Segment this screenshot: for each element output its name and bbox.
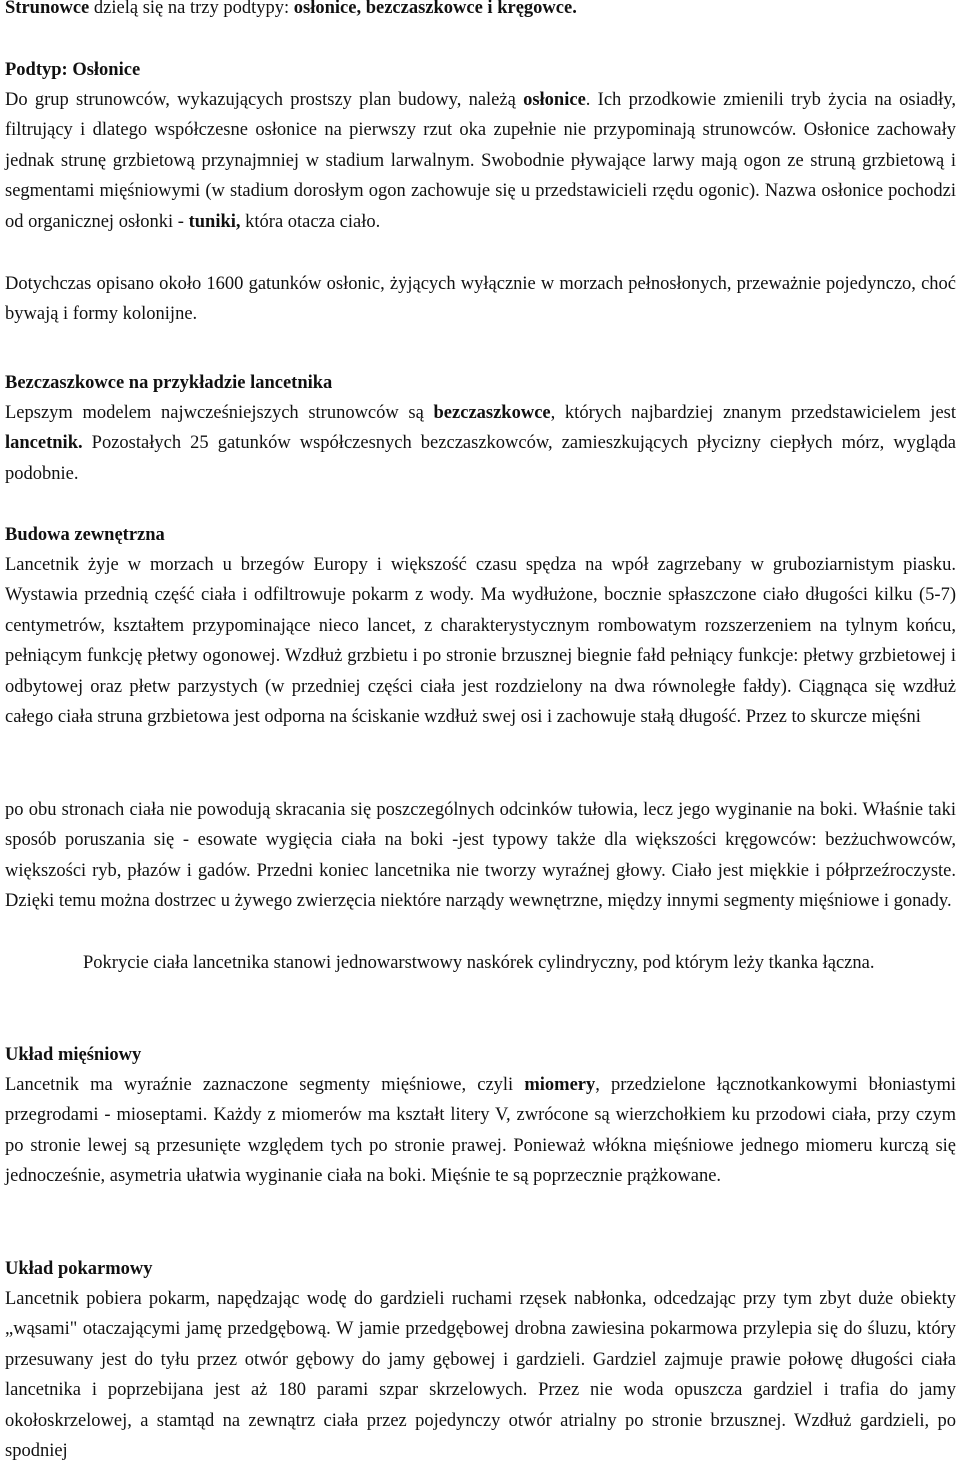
oslonice-term: osłonice [523,90,586,110]
tuniki-term: tuniki, [188,211,241,232]
intro-subtypes: osłonice, bezczaszkowce i kręgowce. [293,0,577,18]
intro-term: Strunowce [5,0,90,18]
bezczaszkowce-text-3: Pozostałych 25 gatunków współczesnych bezczaszkowców, zamieszkujących płycizny ciepłych mórz, wygląda podobnie. [5,433,956,484]
oslonice-text-1: Do grup strunowców, wykazujących prostszy plan budowy, należą [5,90,524,110]
intro-text: dzielą się na trzy podtypy: [89,0,294,18]
oslonice-text-3: która otacza ciało. [240,211,381,232]
bezczaszkowce-term: bezczaszkowce [433,403,551,423]
budowa-paragraph-3: Pokrycie ciała lancetnika stanowi jednowarstwowy naskórek cylindryczny, pod którym leży tkanka łączna. [83,953,875,973]
miomery-term: miomery [524,1075,596,1095]
oslonice-text-2: . Ich przodkowie zmienili tryb życia na osiadły, filtrujący i dlatego współczesne osłonice na pierwszy rzut oka zupełnie nie przypominają strunowców. Osłonice zachowały jednak strunę grzbietową przynajmniej w stadium larwalnym. Swobodnie pływające larwy mają ogon ze struną grzbietową i segmentami mięśniowymi (w stadium dorosłym ogon zachowuje się u przedstawicieli rzędu ogonic). Nazwa osłonice pochodzi od organicznej osłonki - [5,90,956,232]
oslonice-paragraph-1 [5,85,956,237]
budowa-paragraph-1: Lancetnik żyje w morzach u brzegów Europy i większość czasu spędza na wpół zagrzebany w gruboziarnistym piasku. Wystawia przednią część ciała i odfiltrowuje pokarm z wody. Ma wydłużone, bocznie spłaszczone ciało długości kilku (5-7) centymetrów, kształtem przypominające nieco lancet, z charakterystycznym rombowatym rozszerzeniem na tylnym końcu, pełniącym funkcję płetwy ogonowej. Wzdłuż grzbietu i po stronie brzusznej biegnie fałd pełniący funkcje: płetwy grzbietowej i odbytowej oraz płetw parzystych (w przedniej części ciała jest rozdzielony na dwa równoległe fałdy). Ciągnąca się wzdłuż całego ciała struna grzbietowa jest odporna na ściskanie wzdłuż swej osi i zachowuje stałą długość. Przez to skurcze mięśni [5,555,956,728]
bezczaszkowce-text-2: , których najbardziej znanym przedstawicielem jest [550,403,956,423]
section-heading-budowa: Budowa zewnętrzna [5,525,165,545]
oslonice-paragraph-2: Dotychczas opisano około 1600 gatunków osłonic, żyjących wyłącznie w morzach pełnosłonych, przeważnie pojedynczo, choć bywają i formy kolonijne. [5,274,956,325]
section-heading-pokarmowy: Układ pokarmowy [5,1259,153,1279]
miesniowy-text-1: Lancetnik ma wyraźnie zaznaczone segmenty mięśniowe, czyli [5,1075,525,1095]
lancetnik-term: lancetnik. [5,433,83,454]
section-heading-oslonice: Podtyp: Osłonice [5,60,141,80]
bezczaszkowce-paragraph [5,398,956,489]
section-heading-miesniowy: Układ mięśniowy [5,1045,142,1065]
intro-paragraph [5,0,956,23]
miesniowy-text-2: , przedzielone łącznotkankowymi błoniastymi przegrodami - mioseptami. Każdy z miomerów ma kształt litery V, zwrócone są wierzchołkiem ku przodowi ciała, przy czym po stronie lewej są przesunięte względem tych po stronie prawej. Ponieważ włókna mięśniowe jednego miomeru kurczą się jednocześnie, asymetria ułatwia wyginanie ciała na boki. Mięśnie te są poprzecznie prążkowane. [5,1075,957,1187]
miesniowy-paragraph [5,1070,956,1192]
budowa-paragraph-2: po obu stronach ciała nie powodują skracania się poszczególnych odcinków tułowia, lecz jego wyginanie na boki. Właśnie taki sposób poruszania się - esowate wygięcia ciała na boki -jest typowy także dla większości kręgowców: bezżuchwowców, większości ryb, płazów i gadów. Przedni koniec lancetnika nie tworzy wyraźnej głowy. Ciało jest miękkie i półprzeźroczyste. Dzięki temu można dostrzec u żywego zwierzęcia niektóre narządy wewnętrzne, między innymi segmenty mięśniowe i gonady. [5,800,956,912]
section-heading-bezczaszkowce: Bezczaszkowce na przykładzie lancetnika [5,373,333,393]
bezczaszkowce-text-1: Lepszym modelem najwcześniejszych strunowców są [5,403,434,423]
pokarmowy-paragraph: Lancetnik pobiera pokarm, napędzając wodę do gardzieli ruchami rzęsek nabłonka, odcedzając przy tym zbyt duże obiekty „wąsami" otaczającymi jamę przedgębową. W jamie przedgębowej drobna zawiesina pokarmowa przylepia się do śluzu, który przesuwany jest do tyłu przez otwór gębowy do jamy gębowej i gardzieli. Gardziel zajmuje prawie połowę długości ciała lancetnika i poprzebijana jest aż 180 parami szpar skrzelowych. Przez nie woda opuszcza gardziel i trafia do jamy okołoskrzelowej, a stamtąd na zewnątrz ciała przez pojedynczy otwór atrialny po stronie brzusznej. Wzdłuż gardzieli, po spodniej [5,1289,956,1462]
